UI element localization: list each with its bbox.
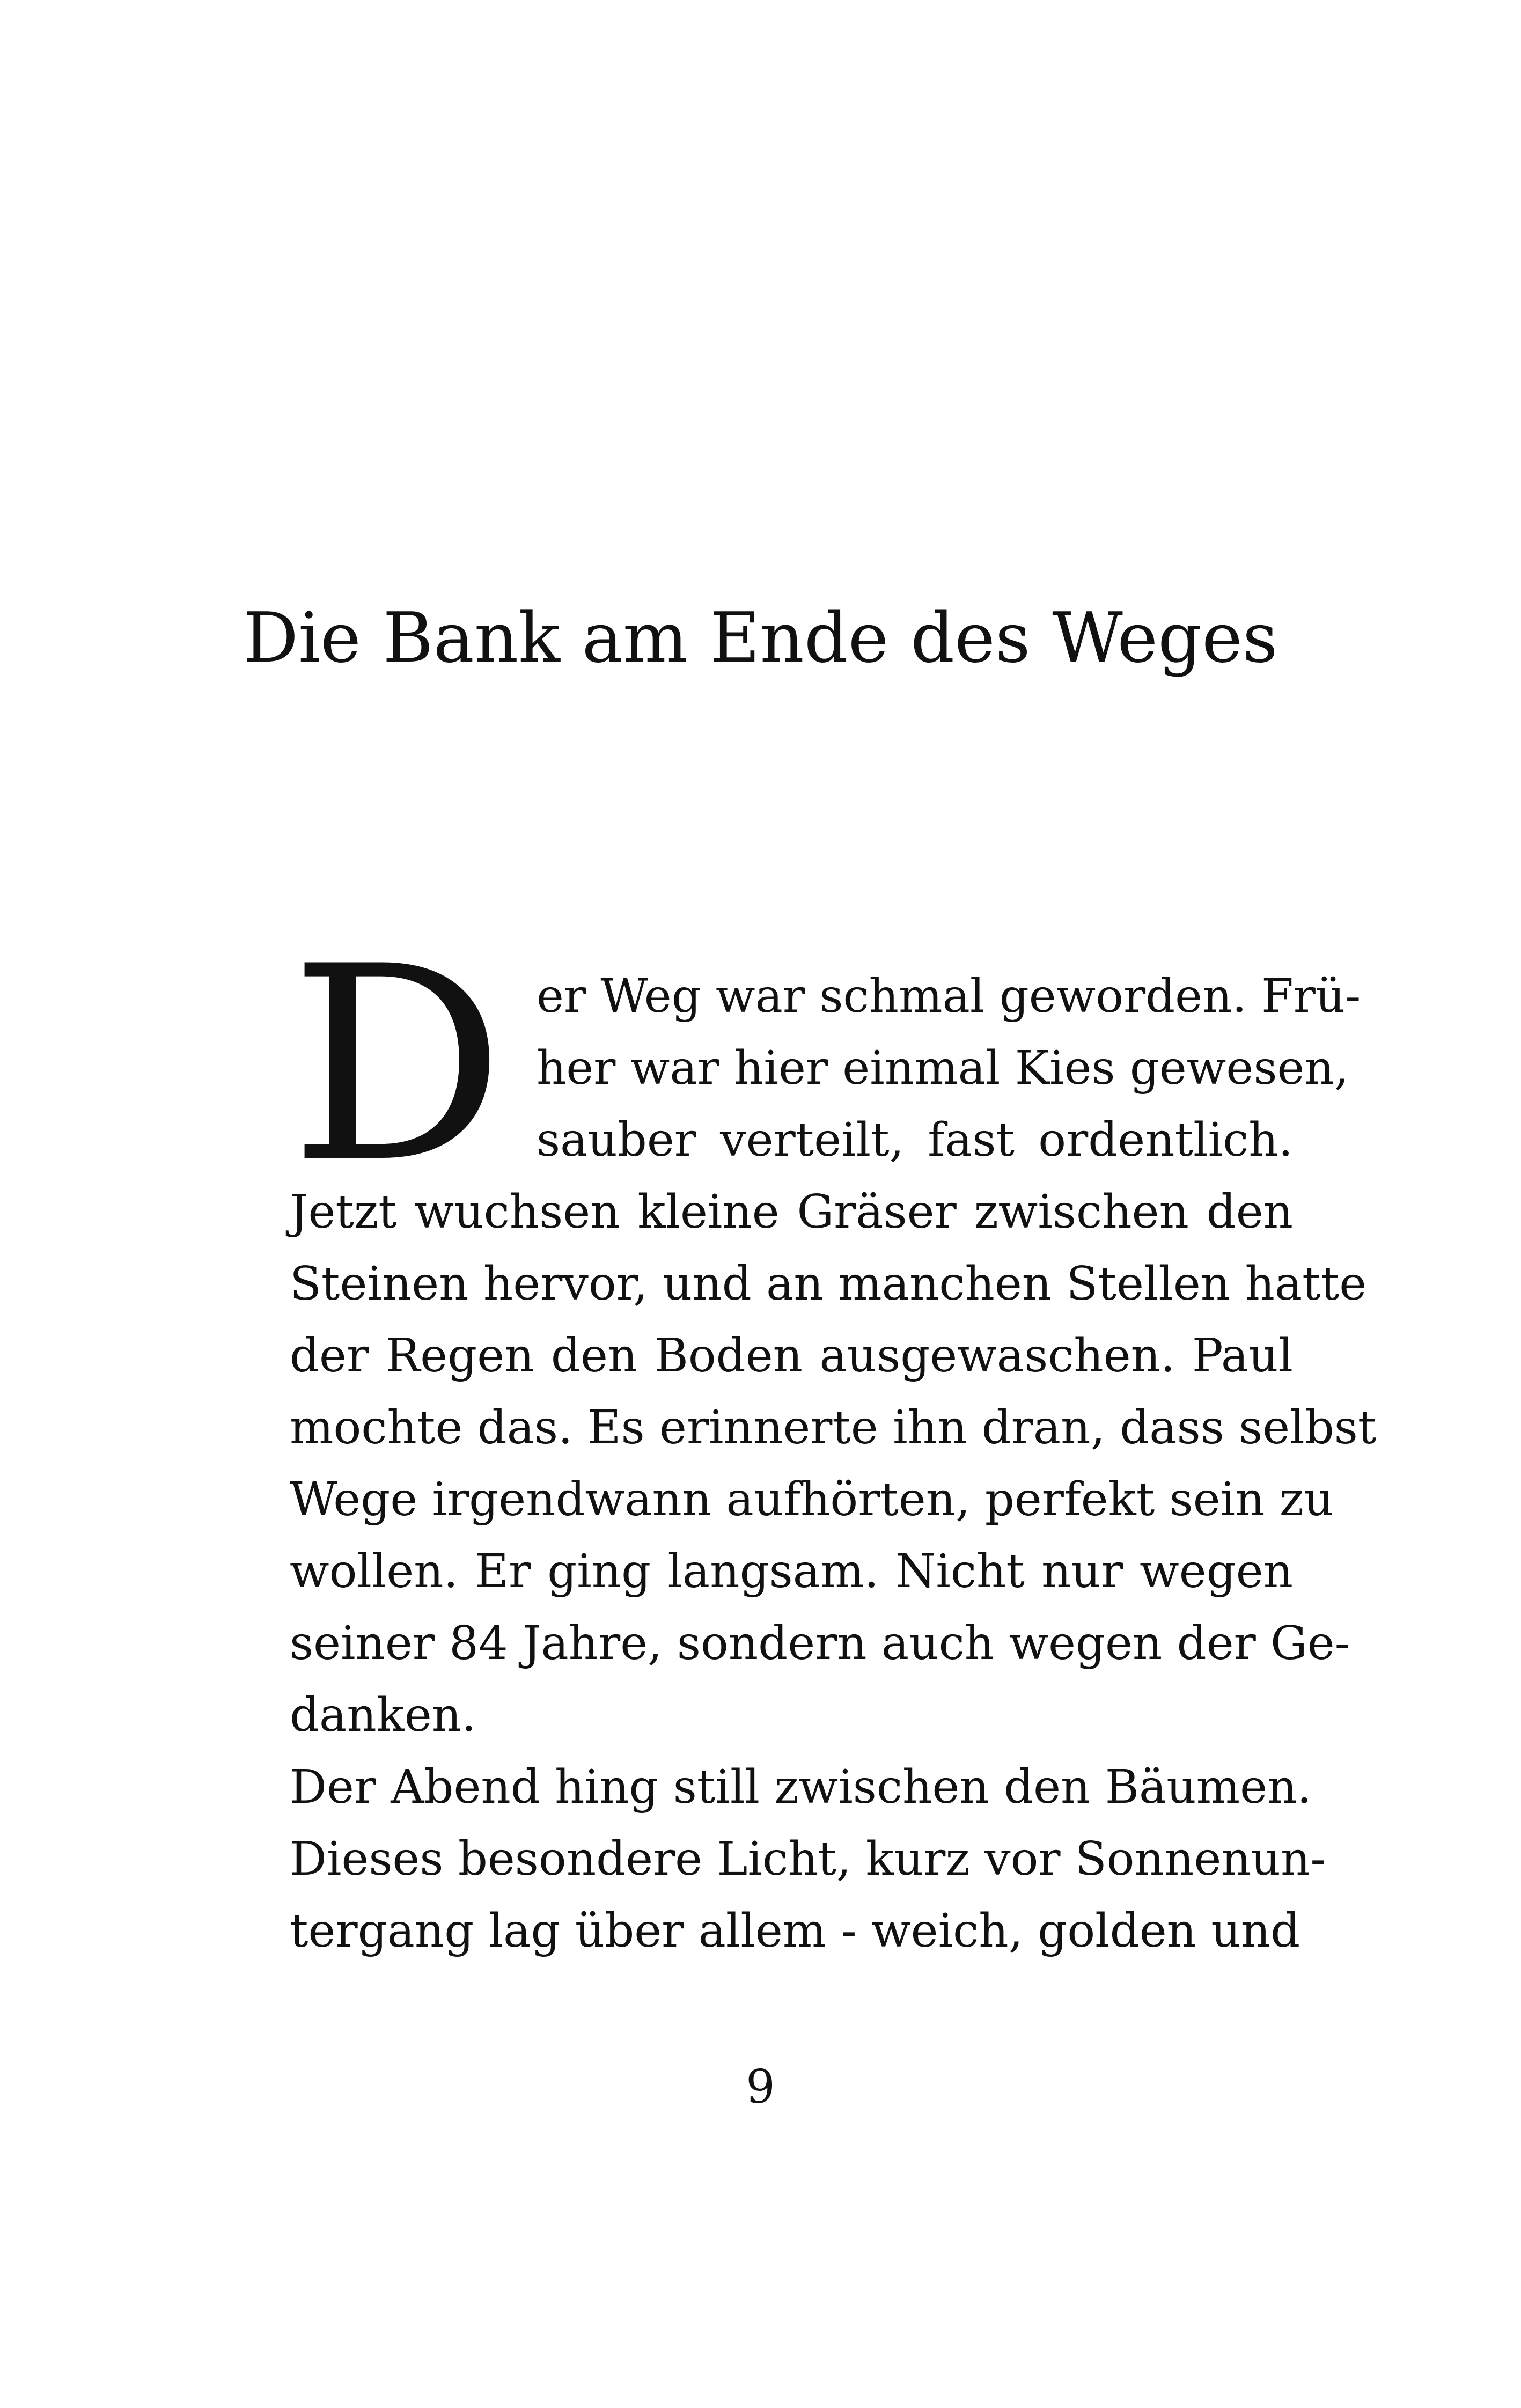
text-line: seiner 84 Jahre, sondern auch wegen der Ge- [290, 1617, 1350, 1670]
text-line: wollen. Er ging langsam. Nicht nur wegen [290, 1545, 1293, 1598]
page-number: 9 [746, 2060, 775, 2114]
text-line: tergang lag über allem - weich, golden und [290, 1904, 1300, 1958]
text-line: Wege irgendwann aufhörten, perfekt sein zu [290, 1473, 1334, 1526]
text-line: danken. [290, 1688, 476, 1742]
text-line: her war hier einmal Kies gewesen, [537, 1041, 1349, 1095]
text-line: er Weg war schmal geworden. Frü- [537, 970, 1361, 1023]
text-line: Dieses besondere Licht, kurz vor Sonnenun- [290, 1832, 1326, 1886]
text-line: sauber verteilt, fast ordentlich. [537, 1113, 1293, 1167]
text-line: Steinen hervor, und an manchen Stellen hatte [290, 1257, 1367, 1311]
drop-cap: D [290, 909, 505, 1221]
text-line: Jetzt wuchsen kleine Gräser zwischen den [290, 1185, 1293, 1239]
text-line: der Regen den Boden ausgewaschen. Paul [290, 1329, 1293, 1383]
text-line: Der Abend hing still zwischen den Bäumen. [290, 1760, 1312, 1814]
chapter-title: Die Bank am Ende des Weges [243, 598, 1278, 678]
text-line: mochte das. Es erinnerte ihn dran, dass selbst [290, 1401, 1377, 1455]
